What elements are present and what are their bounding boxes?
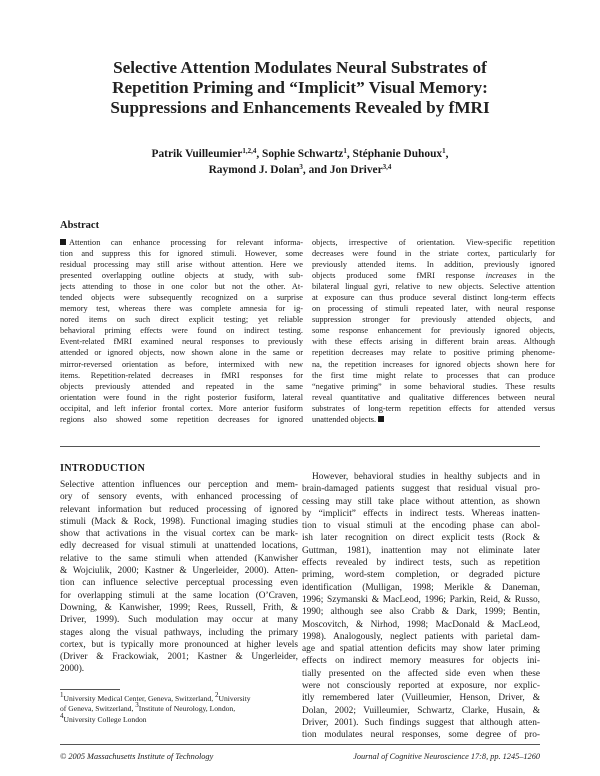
body-line: Downing, & Kanwisher, 1999; Rees, Russell, Frith, & <box>60 602 298 613</box>
body-line: tion to visual stimuli at the encoding phase can abol- <box>302 521 540 532</box>
abstract-line: bilateral lingual gyri, relative to new objects. Selective attention <box>312 282 555 292</box>
body-line: stages along the visual pathways, including the primary <box>60 627 298 638</box>
abstract-line: jects attending to those in one color but not the other. At- <box>60 282 303 292</box>
body-line: identification (Mulligan, 1998; Merikle & Daneman, <box>302 582 540 593</box>
body-line: tially presented on the affected side even when these <box>302 668 540 679</box>
body-line: Guttman, 1981), inattention may not eliminate later <box>302 545 540 556</box>
body-line: effects revealed by indirect tests, such as repetition <box>302 558 540 569</box>
body-line: Dolan, 2002; Vuilleumier, Schwartz, Clarke, Husain, & <box>302 705 540 716</box>
body-line: 1998). Analogously, neglect patients with parietal dam- <box>302 631 540 642</box>
body-line: priming, word-stem completion, or degraded picture <box>302 570 540 581</box>
body-line: stimuli (Mack & Rock, 1998). Functional imaging studies <box>60 516 298 527</box>
author-name: , and Jon Driver <box>302 164 383 176</box>
journal-citation: Journal of Cognitive Neuroscience 17:8, pp. 1245–1260 <box>353 752 540 761</box>
paper-title <box>60 58 540 118</box>
body-line: However, behavioral studies in healthy subjects and in <box>312 472 540 482</box>
abstract-line: Event-related fMRI examined neural responses to previously <box>60 337 303 347</box>
abstract-line: tended objects were subsequently recognized on a surprise <box>60 293 303 303</box>
abstract-line: objects previously attended and repeated in the same <box>60 381 303 391</box>
body-line: by “implicit” effects in indirect tests. Whereas inatten- <box>302 508 540 519</box>
abstract-line: mirror-reversed orientation as before, intermixed with new <box>60 359 303 369</box>
abstract-line: behavioral priming effects were found on indirect testing. <box>60 326 303 336</box>
abstract-line: some response enhancement for previously ignored objects, <box>312 326 555 336</box>
footnote-line: $^1$University Medical Center, Geneva, Switzerland, $^2$University <box>60 691 251 703</box>
body-line: Driver, 2001). Such findings suggest that although atten- <box>302 717 540 728</box>
abstract-line: nored items on such direct explicit testing; yet reliable <box>60 315 303 325</box>
body-line: Selective attention influences our perception and mem- <box>60 480 298 490</box>
body-line: edly decreased for visual stimuli at unattended locations, <box>60 541 298 552</box>
abstract-line: decreases were found in the striate cortex, particularly for <box>312 249 555 259</box>
abstract-line: objects produced some fMRI response increases in the <box>312 271 555 281</box>
abstract-line: “negative priming” in some behavioral studies. These results <box>312 381 555 391</box>
body-line: cortex, but is typically more pronounced at higher levels <box>60 639 298 650</box>
footnote-line: of Geneva, Switzerland, $^3$Institute of Neurology, London, <box>60 701 236 714</box>
abstract-line: occipital, and left inferior frontal cortex. More anterior fusiform <box>60 403 303 413</box>
abstract-line: with these effects arising in different brain areas. Although <box>312 337 555 347</box>
author-separator: , <box>445 148 449 160</box>
introduction-right-column <box>302 471 540 742</box>
abstract-line: tion and suppress this for ignored stimuli. However, some <box>60 249 303 259</box>
abstract-line: attended or ignored objects, now shown alone in the same or <box>60 348 303 358</box>
abstract-line: unattended objects. <box>312 414 555 425</box>
affiliation-marker: 3 <box>299 163 303 171</box>
author-line <box>60 146 540 162</box>
body-line: 2000). <box>60 664 85 675</box>
abstract-line: at exposure can thus produce several distinct long-term effects <box>312 293 555 303</box>
introduction-heading: INTRODUCTION <box>60 463 146 474</box>
square-bullet-icon <box>60 239 66 245</box>
author-line <box>60 162 540 178</box>
abstract-line: Attention can enhance processing for relevant informa- <box>60 237 303 248</box>
affiliation-marker: 1,2,4 <box>242 147 257 155</box>
affiliation-marker: 1 <box>343 147 347 155</box>
title-line: Repetition Priming and “Implicit” Visual Memory: <box>112 78 488 97</box>
author-name: Raymond J. Dolan <box>208 164 300 176</box>
abstract-line: objects, irrespective of orientation. View-specific repetition <box>312 238 555 247</box>
introduction-left-column <box>60 479 298 676</box>
body-line: effects on indirect memory measures for objects ini- <box>302 656 540 667</box>
body-line: & Wojciulik, 2000; Kastner & Ungerleider, 2000). Atten- <box>60 566 298 577</box>
author-name: , Sophie Schwartz <box>256 148 344 160</box>
emphasized-word: increases <box>485 271 517 281</box>
abstract-line: the first time might relate to processes that can produce <box>312 370 555 380</box>
abstract-heading: Abstract <box>60 220 100 231</box>
abstract-line: na, the repetition increases for ignored objects shown here for <box>312 359 555 369</box>
body-line: tion can influence selective perceptual processing even <box>60 578 298 589</box>
affiliation-marker: 1 <box>442 147 446 155</box>
abstract-line: on processing of stimuli repeated later, with neural response <box>312 304 555 314</box>
title-line: Suppressions and Enhancements Revealed by fMRI <box>110 98 490 117</box>
body-line: (Driver & Frackowiak, 2001; Kastner & Ungerleider, <box>60 652 298 663</box>
square-end-mark-icon <box>378 416 384 422</box>
body-line: ish later recognition on direct explicit tests (Rock & <box>302 533 540 544</box>
abstract-line: repetition decreases may relate to positive priming phenome- <box>312 348 555 358</box>
body-line: cessing may still take place without attention, as shown <box>302 496 540 507</box>
abstract-line: suppression stronger for previously attended objects, and <box>312 315 555 325</box>
abstract-right-column <box>312 237 555 425</box>
body-line: tion modulates neural responses, some degree of pro- <box>302 730 540 741</box>
footer-divider <box>60 744 540 745</box>
section-divider <box>60 446 540 447</box>
body-line: were not consciously reported at exposure, nor explic- <box>302 681 540 692</box>
body-line: 1996; Szymanski & MacLeod, 1996; Parkin, Reid, & Russo, <box>302 594 540 605</box>
footnote-line: $^4$University College London <box>60 711 147 724</box>
body-line: Moscovitch, & Nirhod, 1998; MacDonald & MacLeod, <box>302 619 540 630</box>
abstract-line: residual processing may still arise without attention. Here we <box>60 260 303 270</box>
author-name: , Stéphanie Duhoux <box>346 148 443 160</box>
body-line: age and spatial attention deficits may show later priming <box>302 644 540 655</box>
body-line: Driver, 1999). Such modulation may occur at many <box>60 615 298 626</box>
abstract-line: memory test, whereas there was complete amnesia for ig- <box>60 304 303 314</box>
body-line: show that activations in the visual cortex can be mark- <box>60 529 298 540</box>
title-line: Selective Attention Modulates Neural Substrates of <box>113 58 487 77</box>
abstract-line: reveal quantitative and qualitative differences between neural <box>312 392 555 402</box>
abstract-line: regions also showed some repetition decreases for ignored <box>60 414 303 424</box>
abstract-line: previously attended items. In addition, previously ignored <box>312 260 555 270</box>
affiliation-footnotes <box>60 691 298 725</box>
abstract-line: orientation were found in the right posterior fusiform, lateral <box>60 392 303 402</box>
copyright-notice: © 2005 Massachusetts Institute of Technology <box>60 752 214 761</box>
body-line: relevant information but reduced processing of ignored <box>60 504 298 515</box>
abstract-line: items. Repetition-related decreases in fMRI responses for <box>60 370 303 380</box>
author-name: Patrik Vuilleumier <box>151 148 243 160</box>
footnote-divider <box>60 689 120 690</box>
body-line: 1990; although see also Crabb & Dark, 1999; Bentin, <box>302 607 540 618</box>
abstract-line: presented overlapping outline objects at study, with sub- <box>60 271 303 281</box>
abstract-left-column <box>60 237 303 425</box>
body-line: brain-damaged patients suggest that residual visual pro- <box>302 484 540 495</box>
affiliation-marker: 3,4 <box>382 163 392 171</box>
body-line: for overlapping stimuli at the same location (O’Craven, <box>60 590 298 601</box>
author-list <box>60 146 540 178</box>
abstract-line: substrates of long-term repetition effects for attended versus <box>312 403 555 413</box>
body-line: itly remembered later (Vuilleumier, Henson, Driver, & <box>302 693 540 704</box>
body-line: ory of sensory events, with enhanced processing of <box>60 492 298 503</box>
body-line: relative to the same stimuli when attended (Kanwisher <box>60 553 298 564</box>
